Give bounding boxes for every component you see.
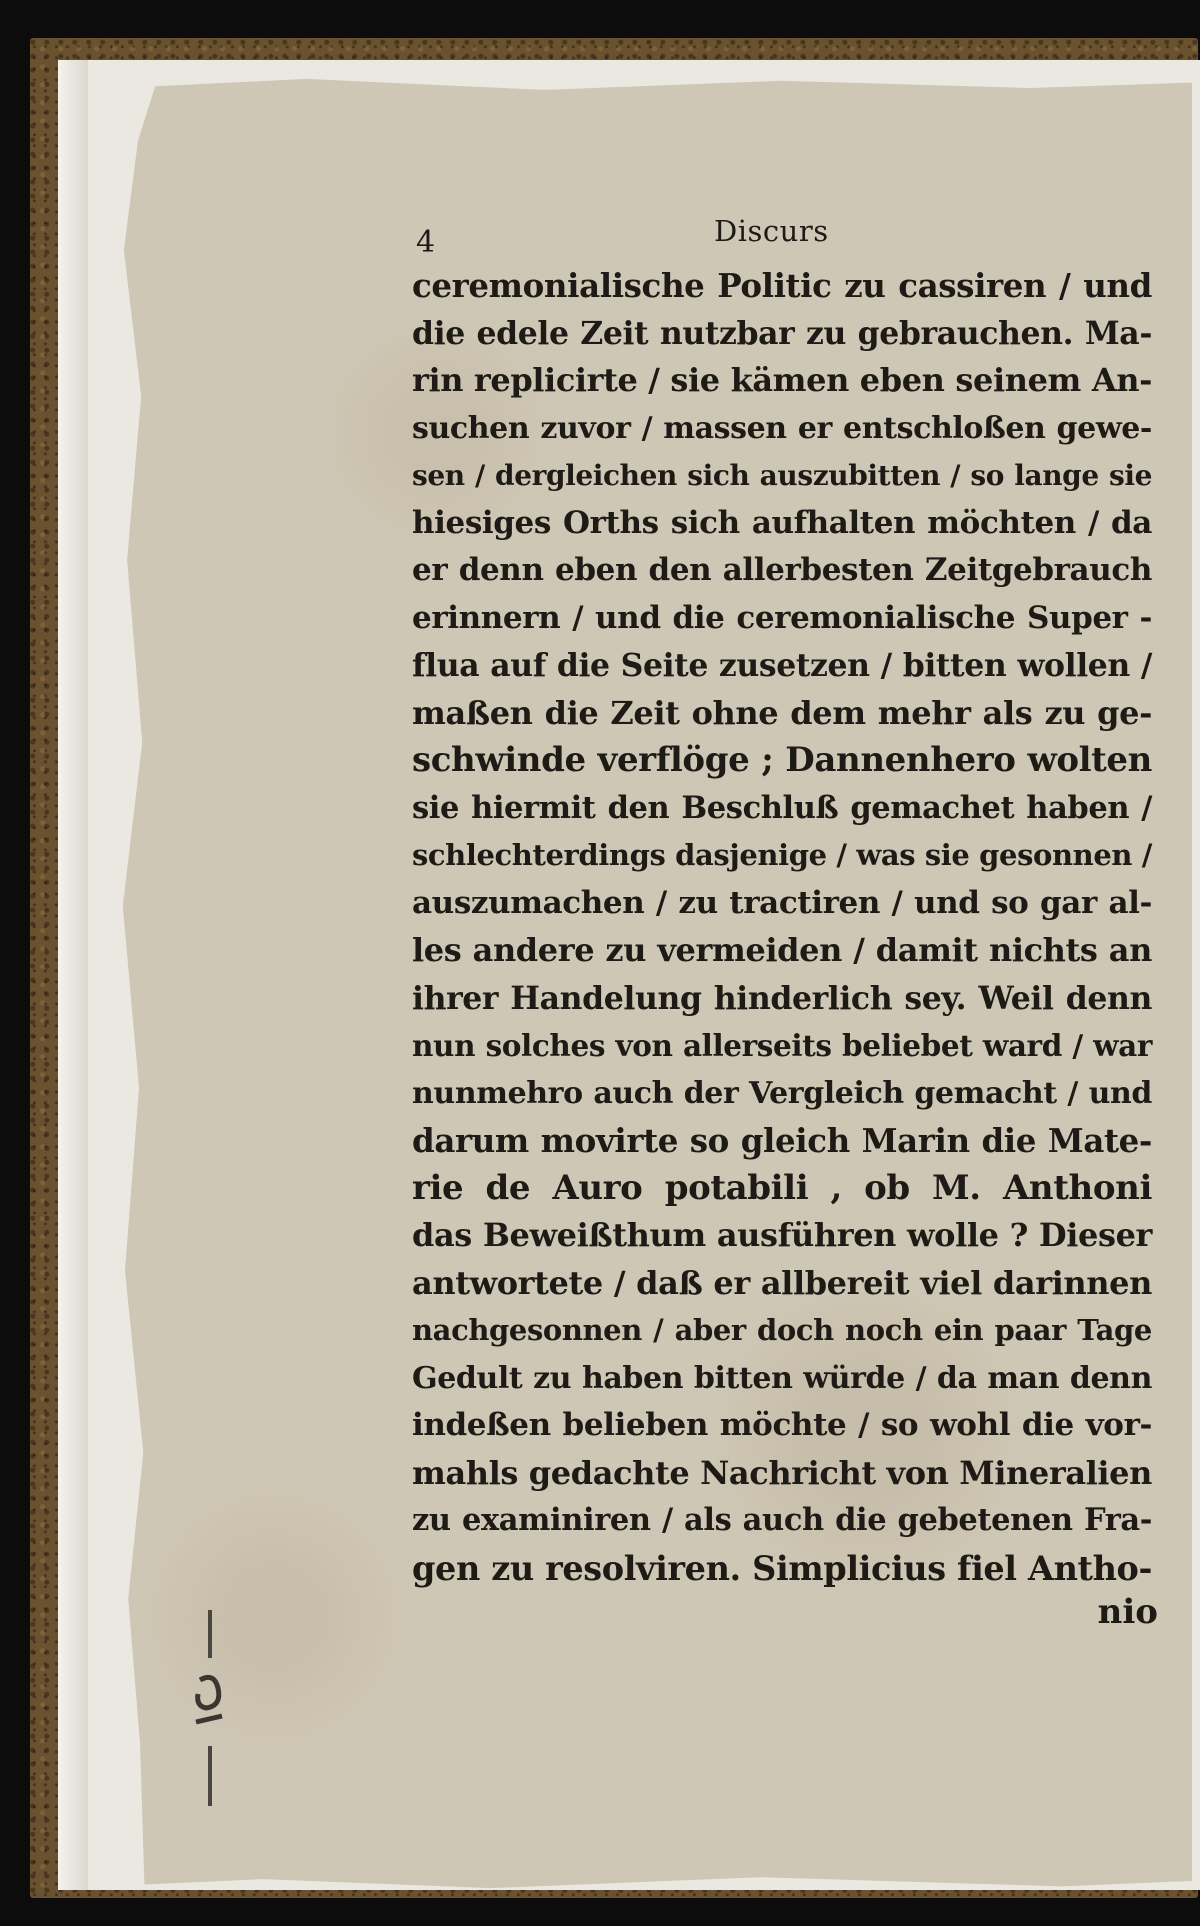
text-line: suchen zuvor / massen er entschloßen gewe-: [412, 410, 1152, 446]
running-head: Discurs: [714, 214, 829, 248]
text-line: nun solches von allerseits beliebet ward / war: [412, 1028, 1152, 1063]
text-line: les andere zu vermeiden / damit nichts an: [412, 931, 1152, 969]
text-line: darum movirte so gleich Marin die Mate-: [412, 1121, 1152, 1160]
pencil-shelf-mark: [188, 1610, 232, 1810]
text-line: ihrer Handelung hinderlich sey. Weil denn: [412, 979, 1152, 1017]
text-line: antwortete / daß er allbereit viel darinnen: [412, 1263, 1152, 1302]
text-line: sen / dergleichen sich auszubitten / so lange sie: [412, 459, 1152, 492]
page-header: [412, 210, 1152, 262]
text-line: mahls gedachte Nachricht von Mineralien: [412, 1453, 1152, 1492]
text-line: ceremonialische Politic zu cassiren / und: [412, 266, 1152, 305]
text-line: zu examiniren / als auch die gebetenen Fra-: [412, 1502, 1152, 1538]
text-line: nachgesonnen / aber doch noch ein paar Tage: [412, 1313, 1152, 1347]
text-line: indeßen belieben möchte / so wohl die vor-: [412, 1407, 1152, 1443]
text-line: auszumachen / zu tractiren / und so gar al-: [412, 884, 1152, 921]
text-line: rin replicirte / sie kämen eben seinem An-: [412, 361, 1152, 399]
catchword: nio: [1097, 1592, 1158, 1632]
page-number: 4: [416, 225, 436, 260]
text-line: schwinde verflöge ; Dannenhero wolten: [412, 740, 1152, 780]
text-line: Gedult zu haben bitten würde / da man denn: [412, 1360, 1152, 1396]
text-line: rie de Auro potabili , ob M. Anthoni: [412, 1167, 1152, 1208]
text-line: er denn eben den allerbesten Zeitgebrauch: [412, 552, 1152, 588]
text-line: das Beweißthum ausführen wolle ? Dieser: [412, 1216, 1152, 1254]
text-line: nunmehro auch der Vergleich gemacht / und: [412, 1075, 1152, 1111]
text-line: gen zu resolviren. Simplicius fiel Antho-: [412, 1548, 1152, 1588]
text-line: die edele Zeit nutzbar zu gebrauchen. Ma-: [412, 314, 1152, 352]
body-text: [412, 262, 1152, 1592]
text-line: hiesiges Orths sich aufhalten möchten / da: [412, 504, 1152, 541]
text-line: flua auf die Seite zusetzen / bitten wollen /: [412, 647, 1152, 684]
text-line: maßen die Zeit ohne dem mehr als zu ge-: [412, 693, 1152, 732]
text-line: erinnern / und die ceremonialische Super -: [412, 599, 1152, 636]
text-line: schlechterdings dasjenige / was sie gesonnen /: [412, 838, 1152, 872]
page-text-block: [412, 210, 1158, 1632]
text-line: sie hiermit den Beschluß gemachet haben /: [412, 789, 1152, 826]
endpaper-edge-shadow: [58, 60, 88, 1890]
